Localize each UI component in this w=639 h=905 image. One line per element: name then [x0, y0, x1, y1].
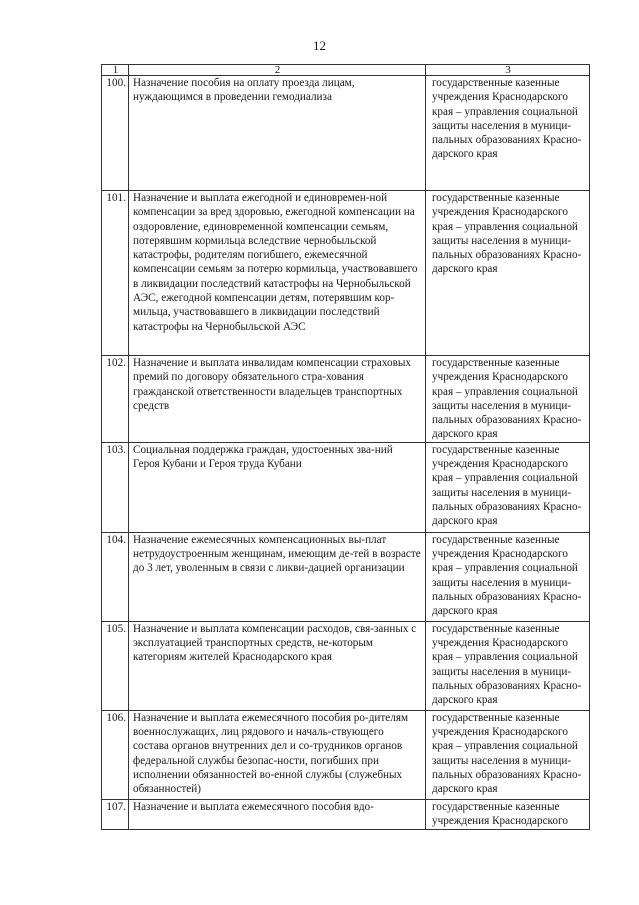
- header-col-1: 1: [102, 65, 129, 76]
- table-row: [102, 532, 590, 621]
- service-name: Назначение ежемесячных компенсационных вы-плат нетрудоустроенным женщинам, имеющим де-тей в возрасте до 3 лет, уволенным в связи с ликви-дацией организации: [129, 532, 426, 621]
- row-number: 106.: [102, 710, 129, 799]
- service-name: Назначение пособия на оплату проезда лицам, нуждающимся в проведении гемодиализа: [129, 76, 426, 191]
- row-number: 102.: [102, 356, 129, 443]
- row-number: 101.: [102, 191, 129, 356]
- row-number: 100.: [102, 76, 129, 191]
- table-row: [102, 621, 590, 710]
- service-name: Назначение и выплата ежемесячного пособия ро-дителям военнослужащих, лиц рядового и началь-ствующего состава органов внутренних дел и со-трудников органов федеральной службы безопас-ности, погибших при исполнении обязанностей во-енной службы (служебных обязанностей): [129, 710, 426, 799]
- table-row: [102, 799, 590, 829]
- service-name: Назначение и выплата ежегодной и единовремен-ной компенсации за вред здоровью, ежегодной компенсации на оздоровление, единовременной компенсации семьям, потерявшим кормильца вследствие чернобыльской катастрофы, родителям погибшего, ежемесячной компенсации семьям за потерю кормильца, участвовавшего в ликвидации последствий катастрофы на Чернобыльской АЭС, ежегодной компенсации детям, потерявшим кор-мильца, участвовавшего в ликвидации последствий катастрофы на Чернобыльской АЭС: [129, 191, 426, 356]
- table-row: [102, 191, 590, 356]
- header-col-2: 2: [129, 65, 426, 76]
- responsible-organization: государственные казенные учреждения Краснодарского края – управления социальной защиты населения в муници-пальных образованиях Красно-дарского края: [426, 191, 590, 356]
- row-number: 107.: [102, 799, 129, 829]
- header-col-3: 3: [426, 65, 590, 76]
- service-name: Назначение и выплата инвалидам компенсации страховых премий по договору обязательного стра-хования гражданской ответственности владельцев транспортных средств: [129, 356, 426, 443]
- table-header-row: [102, 65, 590, 76]
- responsible-organization: государственные казенные учреждения Краснодарского края – управления социальной защиты населения в муници-пальных образованиях Красно-дарского края: [426, 76, 590, 191]
- services-table: [101, 64, 590, 830]
- service-name: Назначение и выплата компенсации расходов, свя-занных с эксплуатацией транспортных средств, не-которым категориям жителей Краснодарского края: [129, 621, 426, 710]
- service-name: Назначение и выплата ежемесячного пособия вдо-: [129, 799, 426, 829]
- responsible-organization: государственные казенные учреждения Краснодарского края – управления социальной защиты населения в муници-пальных образованиях Красно-дарского края: [426, 356, 590, 443]
- responsible-organization: государственные казенные учреждения Краснодарского края – управления социальной защиты населения в муници-пальных образованиях Красно-дарского края: [426, 621, 590, 710]
- row-number: 105.: [102, 621, 129, 710]
- table-row: [102, 442, 590, 532]
- page-number: 12: [313, 38, 326, 53]
- responsible-organization: государственные казенные учреждения Краснодарского: [426, 799, 590, 829]
- row-number: 104.: [102, 532, 129, 621]
- table-row: [102, 710, 590, 799]
- service-name: Социальная поддержка граждан, удостоенных зва-ний Героя Кубани и Героя труда Кубани: [129, 442, 426, 532]
- table-row: [102, 356, 590, 443]
- responsible-organization: государственные казенные учреждения Краснодарского края – управления социальной защиты населения в муници-пальных образованиях Красно-дарского края: [426, 710, 590, 799]
- responsible-organization: государственные казенные учреждения Краснодарского края – управления социальной защиты населения в муници-пальных образованиях Красно-дарского края: [426, 442, 590, 532]
- responsible-organization: государственные казенные учреждения Краснодарского края – управления социальной защиты населения в муници-пальных образованиях Красно-дарского края: [426, 532, 590, 621]
- table-row: [102, 76, 590, 191]
- row-number: 103.: [102, 442, 129, 532]
